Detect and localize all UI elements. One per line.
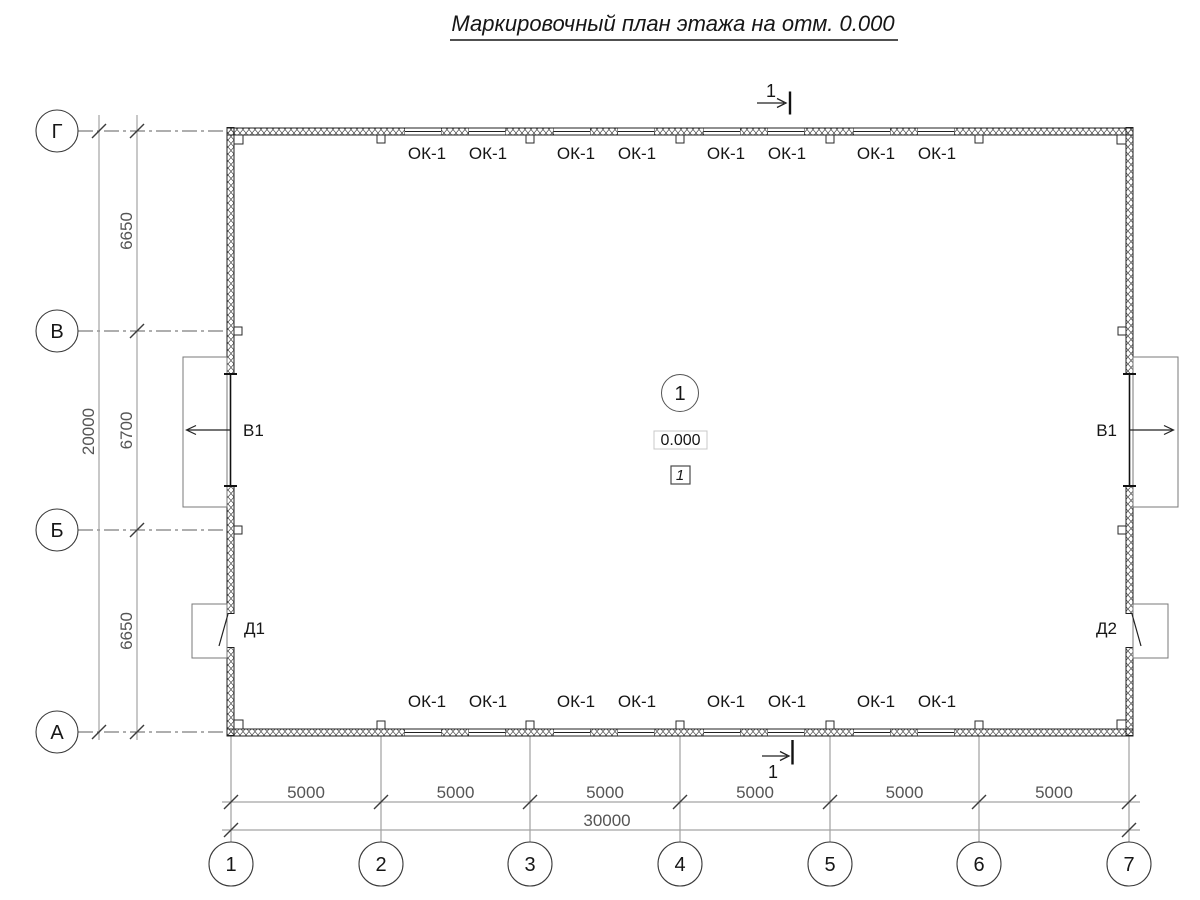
pilaster-bottom (975, 721, 983, 729)
wall-left-segment (227, 648, 234, 736)
gate-left-label: В1 (243, 421, 264, 440)
row-axis-label: А (50, 722, 64, 744)
corner-column (1117, 720, 1126, 729)
wall-left-segment (227, 487, 234, 614)
row-axis-label: В (50, 321, 64, 343)
gate-right (1096, 357, 1178, 507)
wall-bottom-segment (441, 729, 469, 736)
window-label-bottom: ОК-1 (917, 692, 957, 711)
pilaster-right (1118, 526, 1126, 534)
wall-top-segment (505, 128, 554, 135)
pilaster-top (676, 135, 684, 143)
room-number-label: 1 (674, 383, 686, 405)
pilaster-bottom (377, 721, 385, 729)
window-label-bottom: ОК-1 (706, 692, 746, 711)
gate-right-porch (1133, 357, 1178, 507)
wall-bottom-segment (654, 729, 704, 736)
wall-top-segment (740, 128, 768, 135)
door-right-label: Д2 (1096, 619, 1117, 638)
wall-right-segment (1126, 487, 1133, 614)
corner-column (234, 135, 243, 144)
bottom-total-dim-text: 30000 (583, 811, 631, 830)
bottom-bay-dim-text: 5000 (885, 783, 924, 802)
pilaster-right (1118, 327, 1126, 335)
window-label-top: ОК-1 (407, 144, 447, 163)
bottom-bay-dim-text: 5000 (436, 783, 475, 802)
wall-top-segment (654, 128, 704, 135)
pilaster-top (975, 135, 983, 143)
column-axis-label: 7 (1123, 854, 1135, 876)
gate-left (183, 357, 264, 507)
window-label-bottom: ОК-1 (856, 692, 896, 711)
door-right-porch (1133, 604, 1168, 658)
wall-bottom-segment (590, 729, 618, 736)
left-total-dim-text: 20000 (79, 407, 98, 456)
left-bay-dim-text: 6700 (117, 411, 136, 450)
corner-column (1117, 135, 1126, 144)
window-label-top: ОК-1 (767, 144, 807, 163)
pilaster-top (377, 135, 385, 143)
window-label-top: ОК-1 (917, 144, 957, 163)
gate-right-label: В1 (1096, 421, 1117, 440)
pilaster-bottom (676, 721, 684, 729)
wall-top-segment (227, 128, 405, 135)
floor-number-label: 1 (675, 467, 685, 484)
wall-bottom-segment (954, 729, 1133, 736)
door-left-label: Д1 (244, 619, 265, 638)
window-label-top: ОК-1 (556, 144, 596, 163)
wall-right-segment (1126, 128, 1133, 374)
pilaster-bottom (826, 721, 834, 729)
row-axis-label: Б (50, 520, 64, 542)
elevation-label: 0.000 (660, 432, 701, 449)
wall-top-segment (890, 128, 918, 135)
corner-column (234, 720, 243, 729)
wall-bottom-segment (740, 729, 768, 736)
window-label-top: ОК-1 (617, 144, 657, 163)
window-label-bottom: ОК-1 (767, 692, 807, 711)
column-axis-label: 2 (375, 854, 387, 876)
section-mark-top-label: 1 (765, 81, 777, 101)
pilaster-top (826, 135, 834, 143)
column-axis-label: 5 (824, 854, 836, 876)
axis-bubbles-layer (36, 110, 1151, 886)
wall-top-segment (441, 128, 469, 135)
window-label-bottom: ОК-1 (556, 692, 596, 711)
column-axis-label: 1 (225, 854, 237, 876)
wall-bottom-segment (804, 729, 854, 736)
wall-right-segment (1126, 648, 1133, 736)
wall-top-segment (804, 128, 854, 135)
pilaster-bottom (526, 721, 534, 729)
left-bay-dim-text: 6650 (117, 612, 136, 650)
bottom-bay-dim-text: 5000 (736, 783, 774, 802)
pilaster-left (234, 526, 242, 534)
section-mark-bottom (762, 740, 793, 782)
window-label-bottom: ОК-1 (407, 692, 447, 711)
page-title: Маркировочный план этажа на отм. 0.000 (451, 11, 895, 36)
section-mark-top (757, 81, 790, 115)
bottom-bay-dim-text: 5000 (287, 783, 325, 802)
column-axis-label: 3 (524, 854, 536, 876)
bottom-bay-dim-text: 5000 (1035, 783, 1073, 802)
window-label-top: ОК-1 (468, 144, 508, 163)
column-axis-label: 4 (674, 854, 686, 876)
wall-top-segment (954, 128, 1133, 135)
left-bay-dim-text: 6650 (117, 212, 136, 250)
door-left-porch (192, 604, 227, 658)
wall-top-segment (590, 128, 618, 135)
column-axis-label: 6 (973, 854, 985, 876)
row-axis-label: Г (51, 121, 63, 143)
window-label-top: ОК-1 (706, 144, 746, 163)
room-marks (654, 375, 707, 485)
window-labels-layer (408, 144, 956, 711)
pilaster-top (526, 135, 534, 143)
section-mark-bottom-label: 1 (767, 762, 779, 782)
pilaster-left (234, 327, 242, 335)
window-label-bottom: ОК-1 (468, 692, 508, 711)
bottom-bay-dim-text: 5000 (586, 783, 624, 802)
window-label-bottom: ОК-1 (617, 692, 657, 711)
wall-bottom-segment (227, 729, 405, 736)
wall-bottom-segment (505, 729, 554, 736)
window-label-top: ОК-1 (856, 144, 896, 163)
wall-bottom-segment (890, 729, 918, 736)
wall-left-segment (227, 128, 234, 374)
